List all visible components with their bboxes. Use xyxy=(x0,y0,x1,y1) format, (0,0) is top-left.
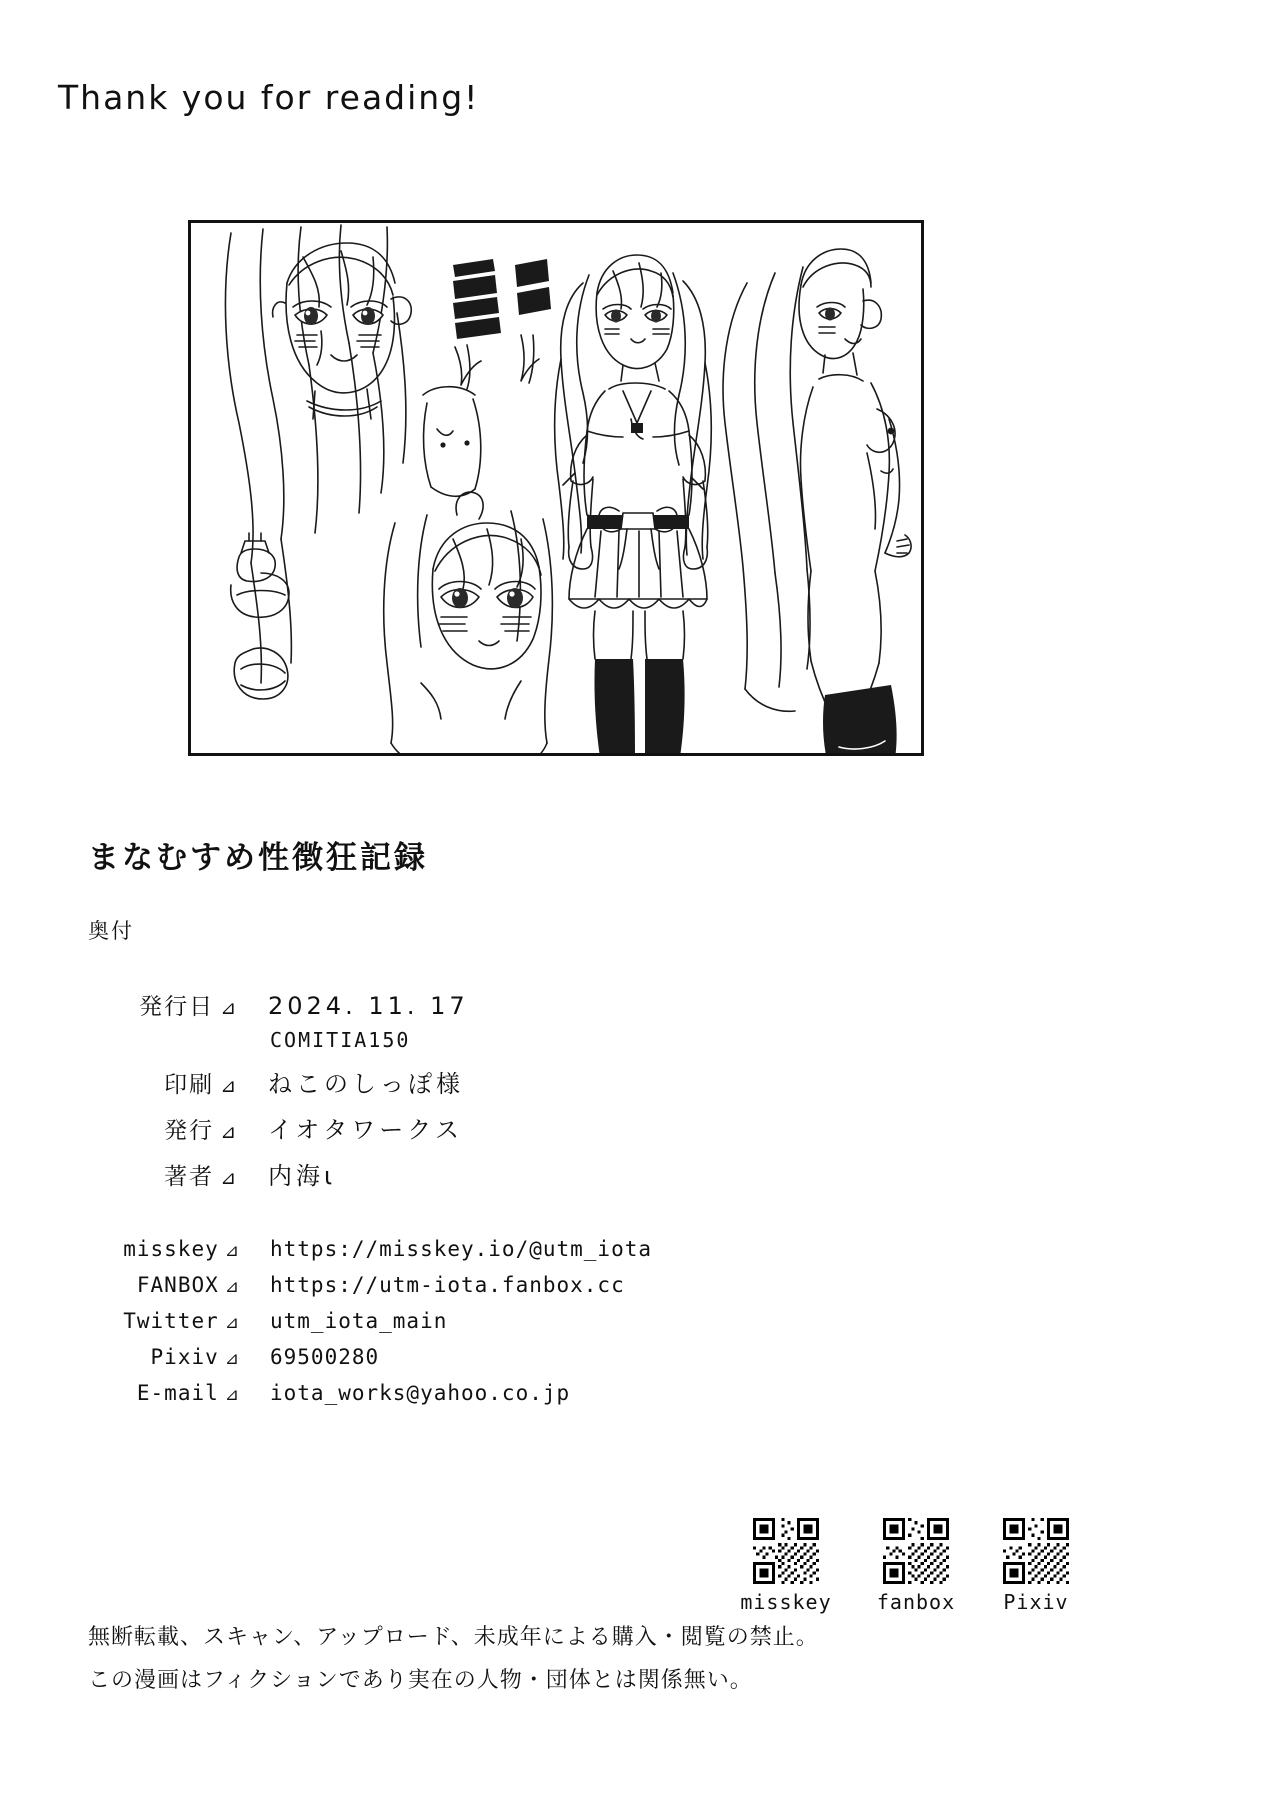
imprint-subvalue-event: COMITIA150 xyxy=(270,1028,411,1052)
qr-code-icon[interactable] xyxy=(883,1518,949,1584)
link-key-mark: ⊿ xyxy=(224,1313,240,1333)
imprint-row xyxy=(88,1064,708,1099)
link-key-mark: ⊿ xyxy=(224,1385,240,1405)
qr-label-pixiv: Pixiv xyxy=(1003,1590,1069,1614)
contact-links-list xyxy=(88,1237,728,1417)
link-row-pixiv xyxy=(88,1345,728,1369)
qr-label-misskey: misskey xyxy=(740,1590,832,1614)
imprint-row xyxy=(88,1156,708,1191)
qr-code-group xyxy=(726,1518,1146,1628)
link-key xyxy=(88,1345,240,1369)
qr-block-misskey[interactable] xyxy=(726,1518,846,1614)
imprint-key xyxy=(88,1158,238,1191)
link-key xyxy=(88,1273,240,1297)
link-key-text: misskey xyxy=(123,1237,219,1261)
imprint-value: ねこのしっぽ様 xyxy=(268,1070,464,1098)
notice-line-fiction: この漫画はフィクションであり実在の人物・団体とは関係無い。 xyxy=(88,1668,753,1693)
qr-code-icon[interactable] xyxy=(753,1518,819,1584)
link-key xyxy=(88,1309,240,1333)
imprint-key-text: 発行日 xyxy=(139,994,215,1020)
imprint-key-mark: ⊿ xyxy=(220,1167,238,1189)
imprint-key-mark: ⊿ xyxy=(220,1121,238,1143)
link-value-misskey[interactable]: https://misskey.io/@utm_iota xyxy=(270,1237,653,1261)
link-key-text: Twitter xyxy=(123,1309,219,1333)
qr-label-fanbox: fanbox xyxy=(876,1590,956,1614)
character-sketch-frame xyxy=(188,220,924,756)
imprint-key-text: 著者 xyxy=(164,1164,215,1190)
imprint-key xyxy=(88,1066,238,1099)
imprint-key-mark: ⊿ xyxy=(220,1075,238,1097)
imprint-key xyxy=(88,988,238,1021)
link-value-fanbox[interactable]: https://utm-iota.fanbox.cc xyxy=(270,1273,625,1297)
link-row-twitter xyxy=(88,1309,728,1333)
imprint-value: 2024. 11. 17 xyxy=(268,992,469,1020)
link-key-mark: ⊿ xyxy=(224,1349,240,1369)
legal-notices xyxy=(88,1620,1088,1706)
link-key xyxy=(88,1381,240,1405)
imprint-key-text: 印刷 xyxy=(164,1072,215,1098)
link-key-text: FANBOX xyxy=(136,1273,219,1297)
colophon-section-label: 奥付 xyxy=(88,919,134,943)
link-key-text: E-mail xyxy=(136,1381,219,1405)
imprint-value: 内海ι xyxy=(268,1162,337,1190)
link-key-mark: ⊿ xyxy=(224,1241,240,1261)
imprint-key-mark: ⊿ xyxy=(220,997,238,1019)
link-value-email[interactable]: iota_works@yahoo.co.jp xyxy=(270,1381,571,1405)
imprint-list xyxy=(88,988,708,1202)
link-key-text: Pixiv xyxy=(150,1345,219,1369)
imprint-key xyxy=(88,1112,238,1145)
character-sketch-illustration xyxy=(191,223,921,753)
thank-you-heading: Thank you for reading! xyxy=(58,78,480,117)
page-title: まなむすめ性徴狂記録 xyxy=(88,840,428,876)
qr-code-icon[interactable] xyxy=(1003,1518,1069,1584)
qr-block-fanbox[interactable] xyxy=(856,1518,976,1614)
link-row-misskey xyxy=(88,1237,728,1261)
imprint-value: イオタワークス xyxy=(268,1116,464,1144)
link-row-fanbox xyxy=(88,1273,728,1297)
link-value-pixiv[interactable]: 69500280 xyxy=(270,1345,380,1369)
link-key-mark: ⊿ xyxy=(224,1277,240,1297)
link-key xyxy=(88,1237,240,1261)
link-value-twitter[interactable]: utm_iota_main xyxy=(270,1309,448,1333)
imprint-row xyxy=(88,988,708,1021)
qr-block-pixiv[interactable] xyxy=(976,1518,1096,1614)
imprint-row xyxy=(88,1110,708,1145)
notice-line-copyright: 無断転載、スキャン、アップロード、未成年による購入・閲覧の禁止。 xyxy=(88,1625,819,1650)
imprint-key-text: 発行 xyxy=(164,1118,215,1144)
link-row-email xyxy=(88,1381,728,1405)
